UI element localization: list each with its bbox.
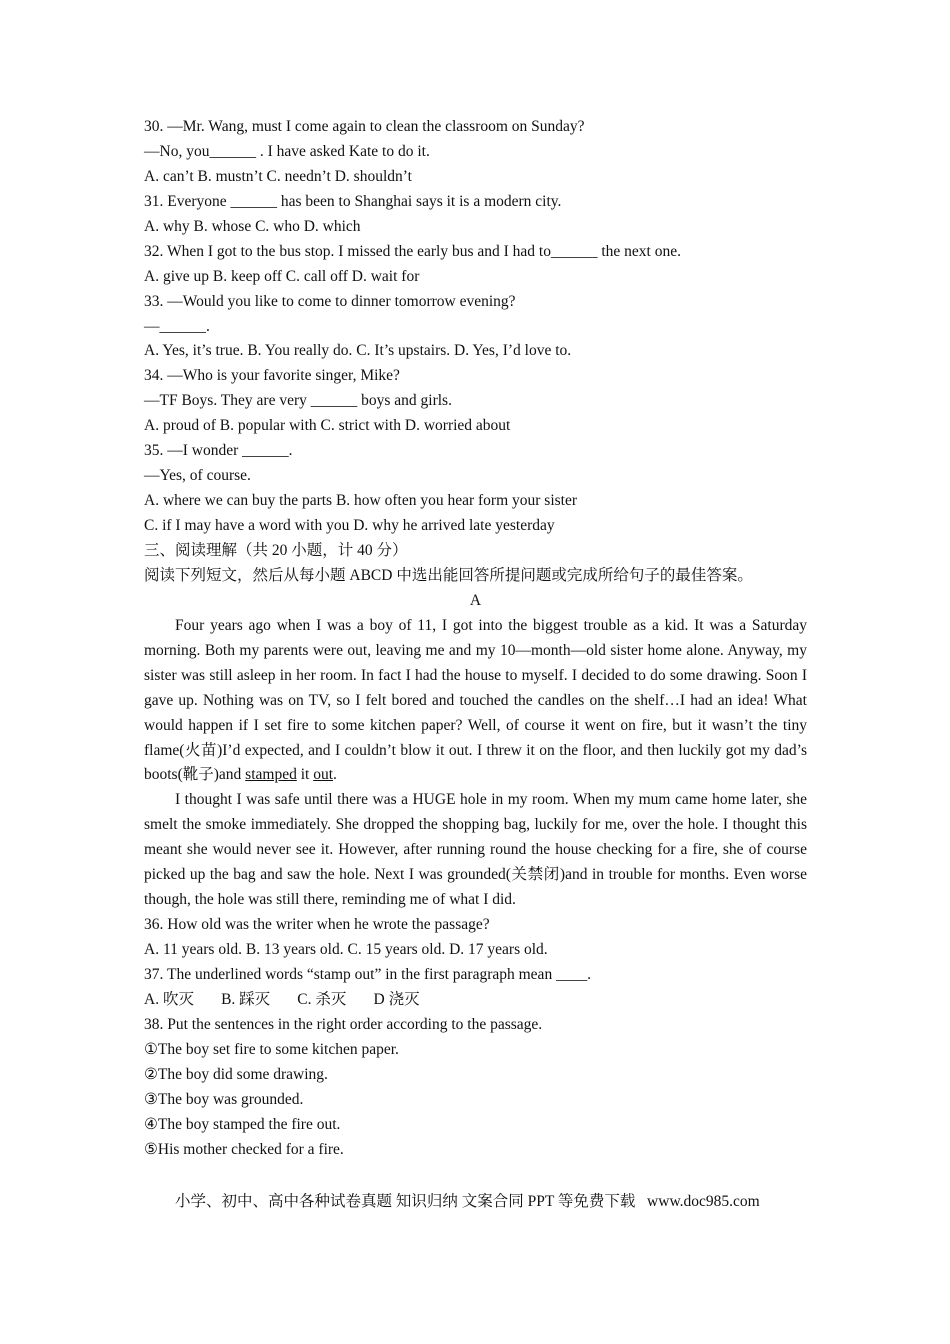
q37-options: A. 吹灭 B. 踩灭 C. 杀灭 D 浇灭 (144, 991, 420, 1008)
q33-options: A. Yes, it’s true. B. You really do. C. It’s upstairs. D. Yes, I’d love to. (144, 342, 572, 360)
underlined-word-stamped: stamped (245, 766, 297, 784)
q30-options: A. can’t B. mustn’t C. needn’t D. shouldn’t (144, 167, 412, 185)
q35-options-ab: A. where we can buy the parts B. how often you hear form your sister (144, 492, 578, 510)
q38-question: 38. Put the sentences in the right order according to the passage. (144, 1015, 543, 1033)
q35-dialogue: —Yes, of course. (144, 467, 251, 485)
section-heading: 三、阅读理解（共 20 小题，计 40 分） (144, 541, 408, 559)
q36-options: A. 11 years old. B. 13 years old. C. 15 years old. D. 17 years old. (144, 941, 548, 959)
q38-item-3: ③The boy was grounded. (144, 1090, 304, 1108)
q38-item-2: ②The boy did some drawing. (144, 1065, 328, 1083)
underlined-word-out: out (313, 766, 334, 784)
passage-p2-text: I thought I was safe until there was a HUGE hole in my room. When my mum came home later, she smelt the smoke immediately. She dropped the shopping bag, luckily for me, over the hole. I thought this meant she would never see it. However, after running round the house checking for a fire, she of course picked up the bag and saw the hole. Next I was grounded(关禁闭)and in trouble for months. Even worse though, the hole was still there, reminding me of what I did. (144, 791, 807, 909)
q30-question: 30. —Mr. Wang, must I come again to clean the classroom on Sunday? (144, 118, 585, 135)
q33-question: 33. —Would you like to come to dinner tomorrow evening? (144, 292, 516, 310)
passage-paragraph-2 (144, 788, 807, 913)
passage-p1-text: Four years ago when I was a boy of 11, I got into the biggest trouble as a kid. It was a Saturday morning. Both my parents were out, leaving me and my 10—month—old sister home alone. Anyway, my sister was still asleep in her room. In fact I had the house to myself. I decided to do some drawing. Soon I gave up. Nothing was on TV, so I felt bored and touched the candles on the shelf…I had an idea! What would happen if I set fire to some kitchen paper? Well, of course it went on fire, but it wasn’t the tiny flame(火苗)I’d expected, and I couldn’t blow it out. I threw it on the floor, and then luckily got my dad’s boots(靴子)and (144, 616, 807, 784)
q30-dialogue: —No, you______ . I have asked Kate to do it. (144, 142, 430, 160)
q34-dialogue: —TF Boys. They are very ______ boys and girls. (144, 392, 452, 410)
q35-options-cd: C. if I may have a word with you D. why he arrived late yesterday (144, 517, 555, 534)
q38-item-5: ⑤His mother checked for a fire. (144, 1140, 344, 1158)
q36-question: 36. How old was the writer when he wrote the passage? (144, 916, 490, 934)
passage-paragraph-1 (144, 614, 807, 789)
page-footer: 小学、初中、高中各种试卷真题 知识归纳 文案合同 PPT 等免费下载 www.doc985.com (175, 1193, 760, 1210)
q37-question: 37. The underlined words “stamp out” in the first paragraph mean ____. (144, 966, 591, 984)
q32-question: 32. When I got to the bus stop. I missed the early bus and I had to______ the next one. (144, 242, 681, 260)
q38-item-1: ①The boy set fire to some kitchen paper. (144, 1040, 399, 1058)
q32-options: A. give up B. keep off C. call off D. wait for (144, 267, 420, 285)
section-instruction: 阅读下列短文，然后从每小题 ABCD 中选出能回答所提问题或完成所给句子的最佳答案。 (144, 566, 753, 584)
passage-label: A (469, 591, 482, 609)
exam-page (144, 115, 807, 1163)
q34-question: 34. —Who is your favorite singer, Mike? (144, 367, 400, 385)
passage-p1-end: . (333, 766, 337, 784)
passage-p1-mid: it (296, 766, 314, 784)
q33-dialogue: —______. (144, 317, 210, 335)
q31-question: 31. Everyone ______ has been to Shanghai says it is a modern city. (144, 192, 562, 210)
q31-options: A. why B. whose C. who D. which (144, 217, 361, 235)
q38-item-4: ④The boy stamped the fire out. (144, 1115, 341, 1133)
q34-options: A. proud of B. popular with C. strict with D. worried about (144, 417, 511, 435)
q35-question: 35. —I wonder ______. (144, 442, 293, 460)
